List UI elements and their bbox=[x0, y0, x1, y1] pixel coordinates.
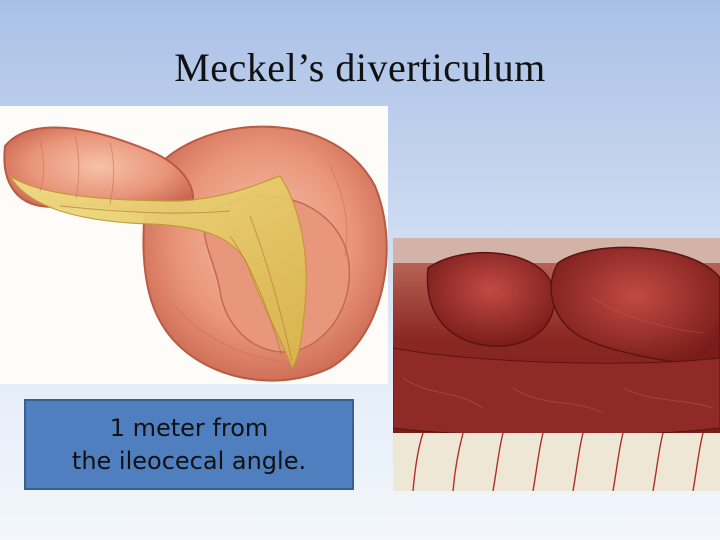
bowel-illustration-right bbox=[393, 238, 720, 491]
slide-title: Meckel’s diverticulum bbox=[174, 45, 546, 90]
caption-line-2: the ileocecal angle. bbox=[71, 446, 307, 475]
bowel-illustration-left bbox=[0, 106, 388, 384]
bowel-drawing-left bbox=[0, 106, 388, 384]
caption-box bbox=[24, 399, 354, 490]
bowel-drawing-right bbox=[393, 238, 720, 491]
caption-line-1: 1 meter from bbox=[109, 413, 269, 442]
